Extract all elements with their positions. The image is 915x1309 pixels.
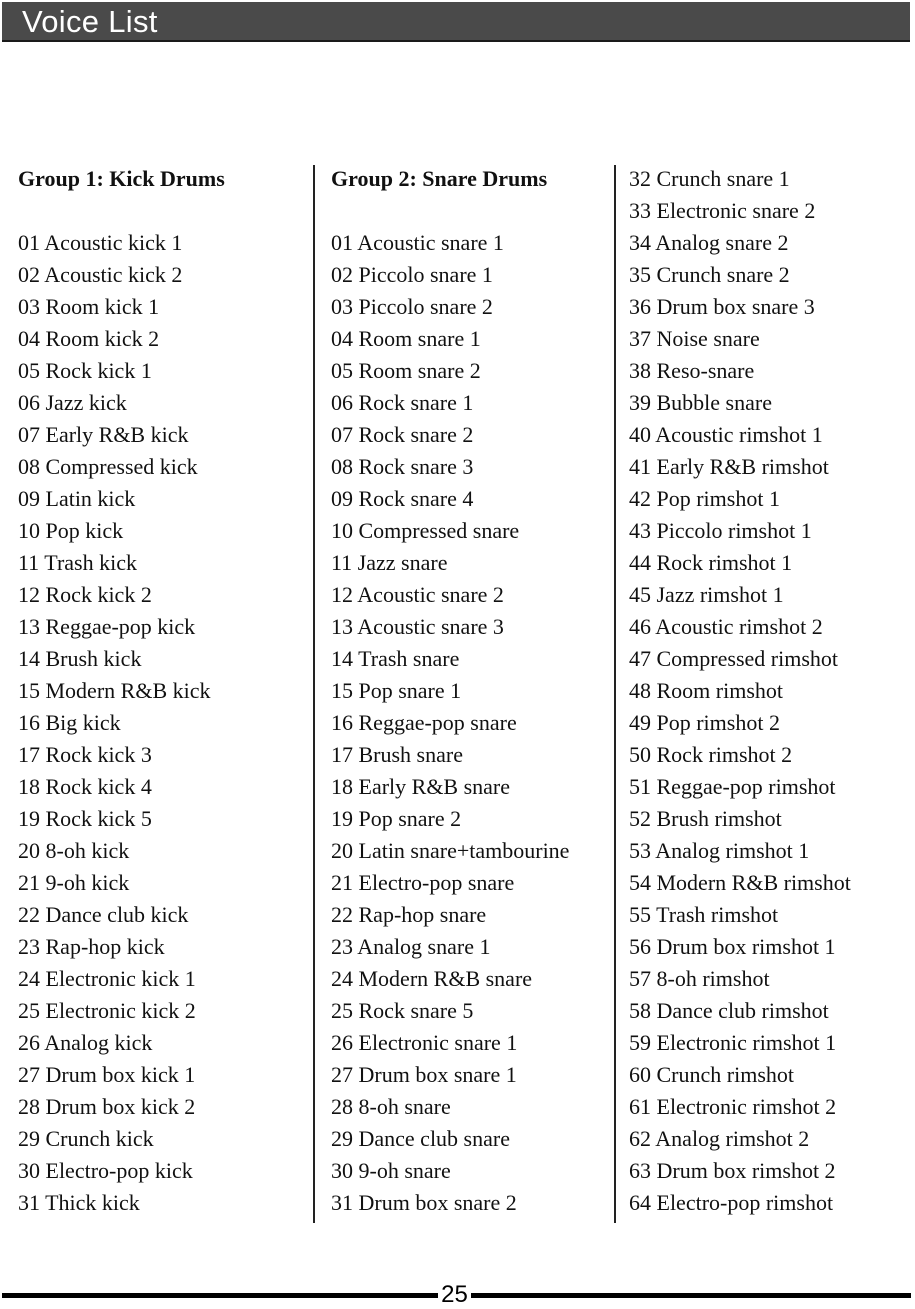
voice-item: 14 Trash snare	[331, 646, 460, 671]
voice-item: 18 Early R&B snare	[331, 774, 511, 799]
voice-item: 02 Acoustic kick 2	[18, 262, 183, 287]
voice-item: 27 Drum box snare 1	[331, 1062, 517, 1087]
voice-item: 22 Rap-hop snare	[331, 902, 487, 927]
voice-item: 21 Electro-pop snare	[331, 870, 515, 895]
voice-item: 11 Trash kick	[18, 550, 137, 575]
voice-item: 49 Pop rimshot 2	[629, 710, 780, 735]
voice-item: 17 Rock kick 3	[18, 742, 152, 767]
voice-item: 21 9-oh kick	[18, 870, 130, 895]
voice-item: 58 Dance club rimshot	[629, 998, 829, 1023]
voice-item: 30 9-oh snare	[331, 1158, 451, 1183]
voice-item: 29 Dance club snare	[331, 1126, 510, 1151]
voice-item: 01 Acoustic kick 1	[18, 230, 183, 255]
voice-item: 07 Rock snare 2	[331, 422, 474, 447]
voice-item: 42 Pop rimshot 1	[629, 486, 780, 511]
voice-item: 19 Rock kick 5	[18, 806, 152, 831]
voice-item: 16 Big kick	[18, 710, 121, 735]
voice-item: 31 Thick kick	[18, 1190, 140, 1215]
voice-item: 23 Analog snare 1	[331, 934, 491, 959]
voice-item: 08 Rock snare 3	[331, 454, 474, 479]
voice-item: 57 8-oh rimshot	[629, 966, 770, 991]
voice-item: 25 Rock snare 5	[331, 998, 474, 1023]
voice-item: 15 Modern R&B kick	[18, 678, 211, 703]
column-divider-2	[614, 165, 616, 1223]
column-divider-1	[313, 165, 315, 1223]
voice-item: 06 Jazz kick	[18, 390, 127, 415]
voice-item: 62 Analog rimshot 2	[629, 1126, 810, 1151]
voice-item: 34 Analog snare 2	[629, 230, 789, 255]
voice-item: 18 Rock kick 4	[18, 774, 152, 799]
voice-item: 24 Electronic kick 1	[18, 966, 196, 991]
voice-item: 44 Rock rimshot 1	[629, 550, 793, 575]
column-kick-drums	[18, 163, 308, 1219]
voice-item: 20 8-oh kick	[18, 838, 130, 863]
voice-item: 50 Rock rimshot 2	[629, 742, 793, 767]
voice-item: 60 Crunch rimshot	[629, 1062, 794, 1087]
voice-item: 09 Latin kick	[18, 486, 136, 511]
voice-item: 20 Latin snare+tambourine	[331, 838, 570, 863]
voice-item: 12 Rock kick 2	[18, 582, 152, 607]
voice-item: 26 Analog kick	[18, 1030, 153, 1055]
voice-item: 33 Electronic snare 2	[629, 198, 816, 223]
voice-item: 01 Acoustic snare 1	[331, 230, 504, 255]
voice-item: 54 Modern R&B rimshot	[629, 870, 851, 895]
voice-item: 14 Brush kick	[18, 646, 142, 671]
voice-item: 05 Room snare 2	[331, 358, 481, 383]
voice-item: 25 Electronic kick 2	[18, 998, 196, 1023]
column-snare-drums-continued	[629, 163, 913, 1219]
voice-item: 59 Electronic rimshot 1	[629, 1030, 837, 1055]
voice-item: 32 Crunch snare 1	[629, 166, 790, 191]
footer-rule-left	[2, 1293, 438, 1298]
voice-list-snare-drums	[331, 227, 613, 1219]
voice-item: 30 Electro-pop kick	[18, 1158, 193, 1183]
voice-item: 22 Dance club kick	[18, 902, 189, 927]
voice-item: 11 Jazz snare	[331, 550, 448, 575]
voice-item: 10 Compressed snare	[331, 518, 520, 543]
voice-item: 55 Trash rimshot	[629, 902, 779, 927]
voice-item: 51 Reggae-pop rimshot	[629, 774, 836, 799]
voice-item: 39 Bubble snare	[629, 390, 772, 415]
voice-item: 45 Jazz rimshot 1	[629, 582, 784, 607]
voice-item: 52 Brush rimshot	[629, 806, 782, 831]
voice-item: 26 Electronic snare 1	[331, 1030, 518, 1055]
voice-item: 35 Crunch snare 2	[629, 262, 790, 287]
voice-item: 03 Piccolo snare 2	[331, 294, 493, 319]
voice-list-kick-drums	[18, 227, 308, 1219]
page-number: 25	[441, 1281, 468, 1308]
voice-item: 06 Rock snare 1	[331, 390, 474, 415]
voice-item: 23 Rap-hop kick	[18, 934, 165, 959]
voice-item: 63 Drum box rimshot 2	[629, 1158, 836, 1183]
footer-rule-right	[471, 1293, 911, 1298]
voice-item: 05 Rock kick 1	[18, 358, 152, 383]
voice-item: 27 Drum box kick 1	[18, 1062, 196, 1087]
column-snare-drums	[331, 163, 613, 1219]
voice-item: 07 Early R&B kick	[18, 422, 189, 447]
voice-item: 13 Acoustic snare 3	[331, 614, 504, 639]
voice-item: 61 Electronic rimshot 2	[629, 1094, 837, 1119]
voice-item: 04 Room kick 2	[18, 326, 160, 351]
voice-item: 56 Drum box rimshot 1	[629, 934, 836, 959]
heading-spacer	[18, 195, 308, 227]
voice-item: 24 Modern R&B snare	[331, 966, 533, 991]
voice-item: 09 Rock snare 4	[331, 486, 474, 511]
voice-item: 29 Crunch kick	[18, 1126, 154, 1151]
voice-item: 43 Piccolo rimshot 1	[629, 518, 812, 543]
voice-item: 46 Acoustic rimshot 2	[629, 614, 823, 639]
voice-item: 17 Brush snare	[331, 742, 463, 767]
voice-item: 10 Pop kick	[18, 518, 124, 543]
voice-list-snare-drums-continued	[629, 163, 913, 1219]
page-title: Voice List	[22, 4, 158, 39]
voice-item: 15 Pop snare 1	[331, 678, 462, 703]
heading-spacer	[331, 195, 613, 227]
voice-item: 37 Noise snare	[629, 326, 760, 351]
voice-item: 02 Piccolo snare 1	[331, 262, 493, 287]
voice-item: 08 Compressed kick	[18, 454, 198, 479]
voice-item: 41 Early R&B rimshot	[629, 454, 829, 479]
voice-item: 28 Drum box kick 2	[18, 1094, 196, 1119]
group-heading-snare-drums: Group 2: Snare Drums	[331, 166, 548, 191]
voice-item: 36 Drum box snare 3	[629, 294, 815, 319]
voice-item: 04 Room snare 1	[331, 326, 481, 351]
voice-item: 48 Room rimshot	[629, 678, 784, 703]
voice-item: 64 Electro-pop rimshot	[629, 1190, 834, 1215]
voice-item: 19 Pop snare 2	[331, 806, 462, 831]
voice-item: 13 Reggae-pop kick	[18, 614, 196, 639]
voice-item: 38 Reso-snare	[629, 358, 755, 383]
voice-item: 47 Compressed rimshot	[629, 646, 838, 671]
voice-item: 16 Reggae-pop snare	[331, 710, 517, 735]
group-heading-kick-drums: Group 1: Kick Drums	[18, 166, 225, 191]
voice-item: 31 Drum box snare 2	[331, 1190, 517, 1215]
voice-item: 28 8-oh snare	[331, 1094, 451, 1119]
title-bar	[2, 2, 910, 42]
voice-item: 53 Analog rimshot 1	[629, 838, 810, 863]
voice-item: 03 Room kick 1	[18, 294, 160, 319]
voice-item: 12 Acoustic snare 2	[331, 582, 504, 607]
voice-item: 40 Acoustic rimshot 1	[629, 422, 823, 447]
